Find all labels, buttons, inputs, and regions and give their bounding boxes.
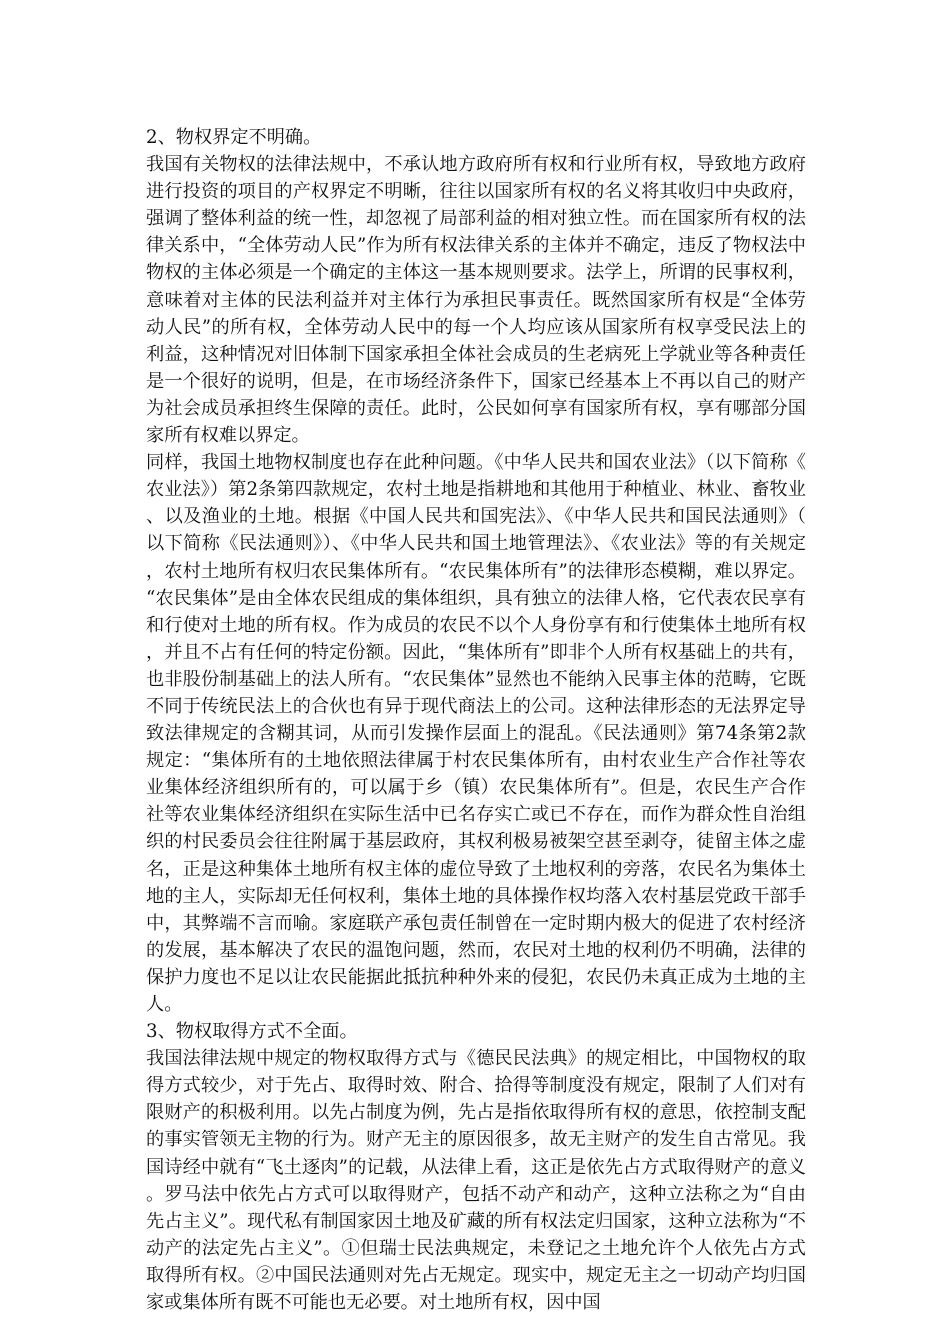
section-heading-2: 2、物权界定不明确。 [146,127,322,148]
paragraph-land-ownership: 同样，我国土地物权制度也存在此种问题。《中华人民共和国农业法》（以下简称《农业法》）第2条第四款规定，农村土地是指耕地和其他用于种植业、林业、畜牧业、以及渔业的土地。根据《中国人民共和国宪法》、《中华人民共和国民法通则》（以下简称《民法通则》）、《中华人民共和国土地管理法》、《农业法》等的有关规定，农村土地所有权归农民集体所有。“农民集体所有”的法律形态模糊，难以界定。“农民集体”是由全体农民组成的集体组织，具有独立的法律人格，它代表农民享有和行使对土地的所有权。作为成员的农民不以个人身份享有和行使集体土地所有权，并且不占有任何的特定份额。因此，“集体所有”即非个人所有权基础上的共有，也非股份制基础上的法人所有。“农民集体”显然也不能纳入民事主体的范畴，它既不同于传统民法上的合伙也有异于现代商法上的公司。这种法律形态的无法界定导致法律规定的含糊其词，从而引发操作层面上的混乱。《民法通则》第74条第2款规定：“集体所有的土地依照法律属于村农民集体所有，由村农业生产合作社等农业集体经济组织所有的，可以属于乡（镇）农民集体所有”。但是，农民生产合作社等农业集体经济组织在实际生活中已名存实亡或已不存在，而作为群众性自治组织的村民委员会往往附属于基层政府，其权利极易被架空甚至剥夺，徒留主体之虚名，正是这种集体土地所有权主体的虚位导致了土地权利的旁落，农民名为集体土地的主人，实际却无任何权利，集体土地的具体操作权均落入农村基层党政干部手中，其弊端不言而喻。家庭联产承包责任制曾在一定时期内极大的促进了农村经济的发展，基本解决了农民的温饱问题，然而，农民对土地的权利仍不明确，法律的保护力度也不足以让农民能据此抵抗种种外来的侵犯，农民仍未真正成为土地的主人。 [146,452,806,1015]
section-heading-3: 3、物权取得方式不全面。 [146,1021,358,1043]
document-body [146,124,806,1316]
paragraph-acquisition-methods: 我国法律法规中规定的物权取得方式与《德民民法典》的规定相比，中国物权的取得方式较少，对于先占、取得时效、附合、拾得等制度没有规定，限制了人们对有限财产的积极利用。以先占制度为例，先占是指依取得所有权的意思，依控制支配的事实管领无主物的行为。财产无主的原因很多，故无主财产的发生自古常见。我国诗经中就有“飞土逐肉”的记载，从法律上看，这正是依先占方式取得财产的意义。罗马法中依先占方式可以取得财产，包括不动产和动产，这种立法称之为“自由先占主义”。现代私有制国家因土地及矿藏的所有权法定归国家，这种立法称为“不动产的法定先占主义”。①但瑞士民法典规定，未登记之土地允许个人依先占方式取得所有权。②中国民法通则对先占无规定。现实中，规定无主之一切动产均归国家或集体所有既不可能也无必要。对土地所有权，因中国 [146,1048,806,1314]
paragraph-state-ownership: 我国有关物权的法律法规中，不承认地方政府所有权和行业所有权，导致地方政府进行投资的项目的产权界定不明晰，往往以国家所有权的名义将其收归中央政府，强调了整体利益的统一性，却忽视了局部利益的相对独立性。而在国家所有权的法律关系中，“全体劳动人民”作为所有权法律关系的主体并不确定，违反了物权法中物权的主体必须是一个确定的主体这一基本规则要求。法学上，所谓的民事权利，意味着对主体的民法利益并对主体行为承担民事责任。既然国家所有权是“全体劳动人民”的所有权，全体劳动人民中的每一个人均应该从国家所有权享受民法上的利益，这种情况对旧体制下国家承担全体社会成员的生老病死上学就业等各种责任是一个很好的说明，但是，在市场经济条件下，国家已经基本上不再以自己的财产为社会成员承担终生保障的责任。此时，公民如何享有国家所有权，享有哪部分国家所有权难以界定。 [146,154,806,447]
